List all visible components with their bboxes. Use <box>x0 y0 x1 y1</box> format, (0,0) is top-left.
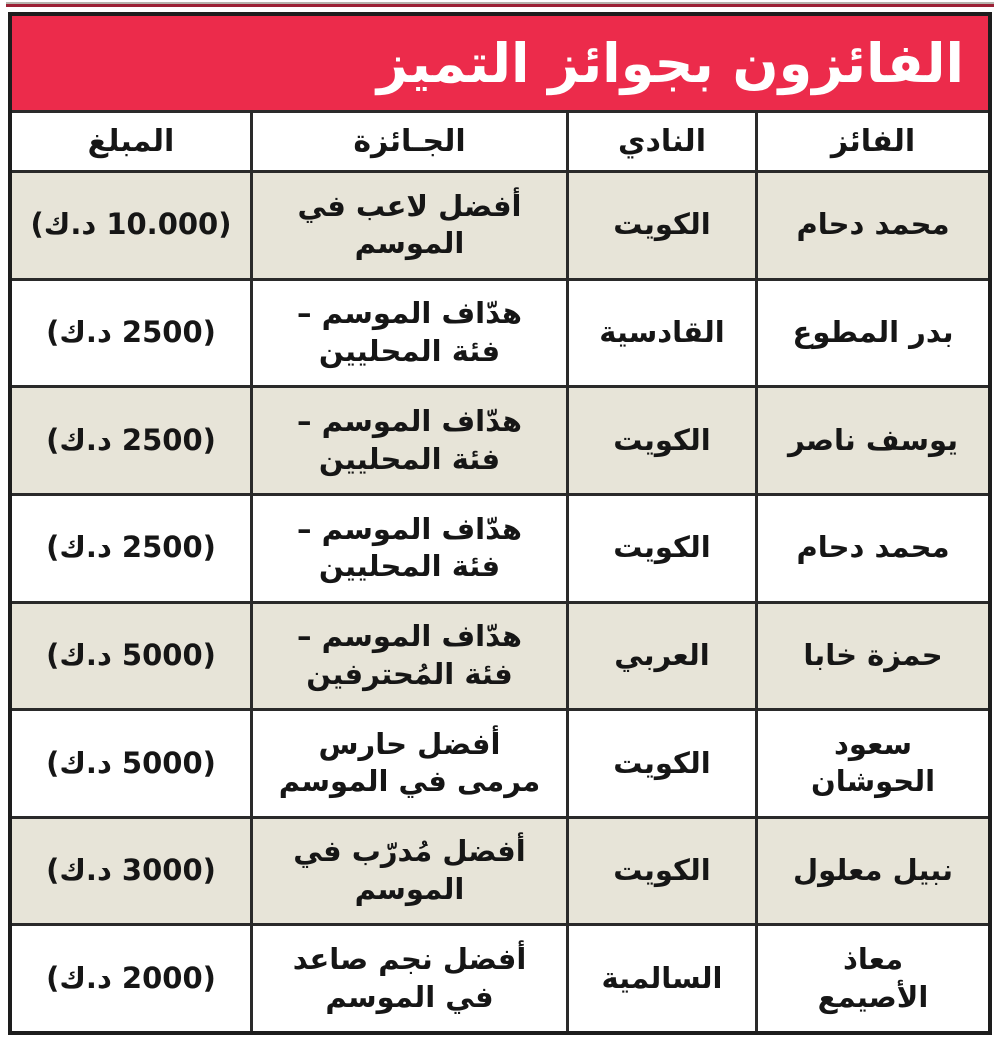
club-cell: الكويت <box>569 711 755 816</box>
column-header-prize: الجـائزة <box>253 113 566 170</box>
club-cell: الكويت <box>569 819 755 924</box>
awards-table <box>8 12 992 1035</box>
winner-cell: نبيل معلول <box>758 819 988 924</box>
winner-cell: يوسف ناصر <box>758 388 988 493</box>
winner-cell: بدر المطوع <box>758 281 988 386</box>
column-header-club: النادي <box>569 113 755 170</box>
amount-cell: (2000 د.ك) <box>12 926 250 1031</box>
table-title: الفائزون بجوائز التميز <box>376 31 964 95</box>
winner-cell: معاذ الأصيمع <box>758 926 988 1031</box>
winner-cell: حمزة خابا <box>758 604 988 709</box>
amount-cell: (2500 د.ك) <box>12 496 250 601</box>
amount-cell: (3000 د.ك) <box>12 819 250 924</box>
prize-cell: هدّاف الموسم – فئة المُحترفين <box>253 604 566 709</box>
prize-cell: أفضل لاعب في الموسم <box>253 173 566 278</box>
prize-cell: أفضل مُدرّب في الموسم <box>253 819 566 924</box>
prize-cell: أفضل حارس مرمى في الموسم <box>253 711 566 816</box>
prize-cell: هدّاف الموسم – فئة المحليين <box>253 388 566 493</box>
club-cell: العربي <box>569 604 755 709</box>
column-header-winner: الفائز <box>758 113 988 170</box>
winner-cell: محمد دحام <box>758 496 988 601</box>
prize-cell: أفضل نجم صاعد في الموسم <box>253 926 566 1031</box>
amount-cell: (5000 د.ك) <box>12 604 250 709</box>
club-cell: الكويت <box>569 496 755 601</box>
club-cell: القادسية <box>569 281 755 386</box>
amount-cell: (2500 د.ك) <box>12 281 250 386</box>
prize-cell: هدّاف الموسم – فئة المحليين <box>253 281 566 386</box>
winner-cell: محمد دحام <box>758 173 988 278</box>
club-cell: الكويت <box>569 173 755 278</box>
top-rule <box>6 2 994 7</box>
amount-cell: (10.000 د.ك) <box>12 173 250 278</box>
winner-cell: سعود الحوشان <box>758 711 988 816</box>
prize-cell: هدّاف الموسم – فئة المحليين <box>253 496 566 601</box>
table-title-band <box>12 16 988 110</box>
club-cell: السالمية <box>569 926 755 1031</box>
club-cell: الكويت <box>569 388 755 493</box>
amount-cell: (2500 د.ك) <box>12 388 250 493</box>
amount-cell: (5000 د.ك) <box>12 711 250 816</box>
column-header-amount: المبلغ <box>12 113 250 170</box>
